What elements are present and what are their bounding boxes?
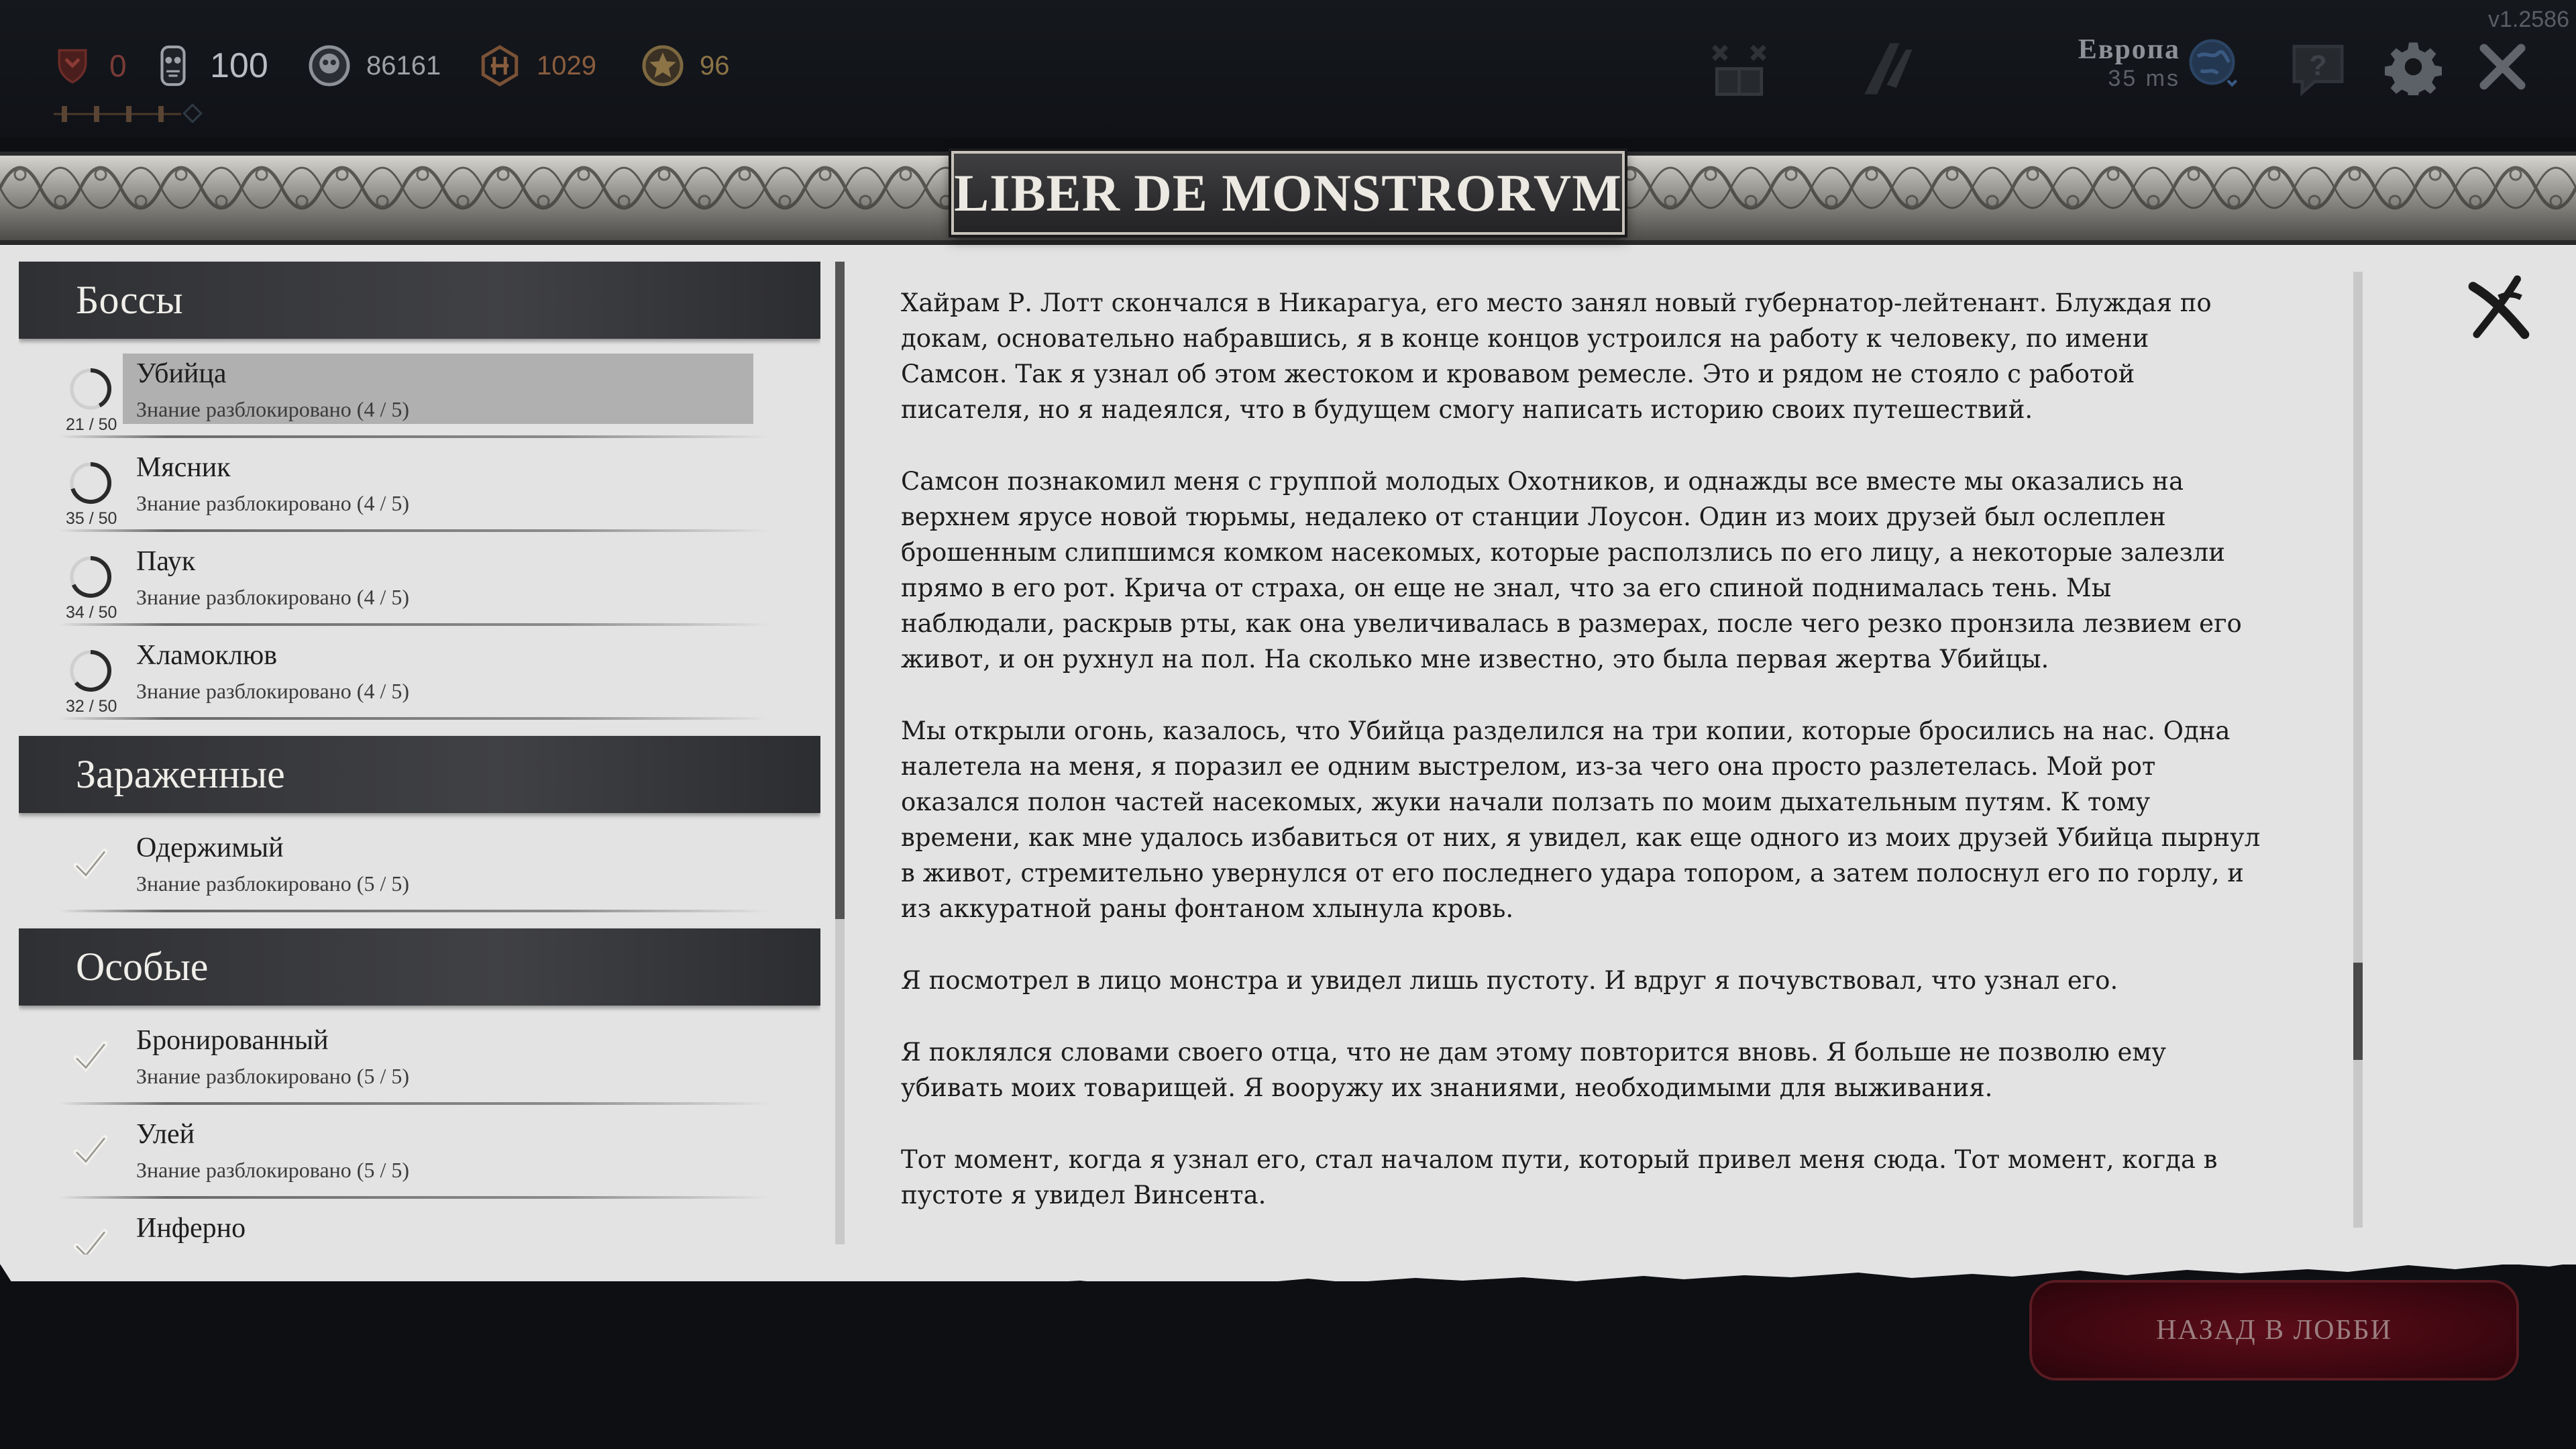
rank-stat[interactable] bbox=[641, 39, 730, 93]
rank-pips-icon bbox=[54, 101, 215, 127]
rank-value: 96 bbox=[700, 50, 730, 80]
torn-paper-edge bbox=[0, 1254, 2576, 1281]
divider bbox=[59, 1196, 770, 1199]
checkmark-icon bbox=[67, 1126, 114, 1173]
globe-icon bbox=[2184, 34, 2241, 91]
progress-ring-icon bbox=[67, 366, 114, 413]
category-label: Особые bbox=[76, 945, 209, 989]
event-button[interactable] bbox=[1855, 37, 1919, 101]
lore-status: Знание разблокировано (4 / 5) bbox=[136, 491, 409, 515]
back-to-lobby-button[interactable] bbox=[2029, 1280, 2519, 1381]
lore-scrollbar-thumb[interactable] bbox=[2353, 963, 2363, 1060]
crafting-button[interactable] bbox=[1707, 37, 1771, 101]
upgrade-points-stat[interactable] bbox=[478, 39, 596, 93]
lore-paragraph: Я поклялся словами своего отца, что не дам этому повторится вновь. Я больше не позволю ему убивать моих товарищей. Я вооружу их знаниями, необходимыми для выживания. bbox=[901, 1038, 2166, 1102]
close-icon bbox=[2474, 38, 2531, 95]
monster-name: Мясник bbox=[136, 452, 231, 483]
lore-status: Знание разблокировано (5 / 5) bbox=[136, 1064, 409, 1088]
upgrade-points-icon bbox=[478, 44, 522, 88]
category-bosses[interactable] bbox=[19, 262, 820, 339]
divider bbox=[59, 1102, 770, 1105]
book-title-plate bbox=[951, 151, 1625, 235]
gear-icon bbox=[2385, 38, 2442, 95]
divider bbox=[59, 910, 770, 912]
exit-button[interactable] bbox=[2474, 38, 2531, 95]
lore-paragraph: Мы открыли огонь, казалось, что Убийца разделился на три копии, которые бросились на нас. Одна налетела на меня, я поразил ее одним выстрелом, из-за чего она просто разлетелась. Мой рот оказался полон частей насекомых, жуки начали ползать по моим дыхательным путям. К тому времени, как мне удалось избавиться от них, я увидел, как еще одного из моих друзей Убийца пырнул в живот, стремительно увернулся от его последнего удара топором, а затем полоснул его по горлу, и из аккуратной раны фонтаном хлынула кровь. bbox=[901, 716, 2261, 923]
list-item[interactable] bbox=[19, 447, 820, 541]
list-scrollbar[interactable] bbox=[835, 262, 845, 1244]
book-title: LIBER DE MONSTRORVM bbox=[954, 163, 1622, 222]
list-item[interactable] bbox=[19, 541, 820, 635]
divider bbox=[59, 717, 770, 720]
event-logo-icon bbox=[1855, 37, 1919, 101]
region-ping: 35 ms bbox=[2108, 66, 2180, 91]
monster-name: Убийца bbox=[136, 358, 227, 389]
star-badge-icon bbox=[641, 44, 685, 88]
monster-list bbox=[19, 255, 820, 1261]
list-item[interactable] bbox=[19, 635, 820, 729]
divider bbox=[59, 529, 770, 532]
top-hud bbox=[0, 0, 2576, 138]
kill-count: 21 / 50 bbox=[66, 415, 117, 434]
lore-status: Знание разблокировано (5 / 5) bbox=[136, 1158, 409, 1182]
lore-paragraph: Самсон познакомил меня с группой молодых Охотников, и однажды все вместе мы оказались на верхнем ярусе новой тюрьмы, недалеко от станции Лоусон. Один из моих друзей был ослеплен брошенным слипшимся комком насекомых, которые расползлись по его лицу, а некоторые залезли прямо в его рот. Крича от страха, он еще не знал, что за его спиной поднималась тень. Мы наблюдали, раскрыв рты, как она увеличивалась в размерах, после чего резко пронзила лезвием его живот, и он рухнул на пол. На сколько мне известно, это была первая жертва Убийцы. bbox=[901, 467, 2242, 674]
upgrade-points-value: 1029 bbox=[537, 50, 596, 80]
monster-name: Улей bbox=[136, 1119, 195, 1150]
svg-text:?: ? bbox=[2309, 50, 2327, 82]
tokens-stat[interactable] bbox=[50, 39, 127, 93]
list-item[interactable] bbox=[19, 354, 820, 447]
game-version: v1.2586 bbox=[2488, 7, 2569, 32]
divider bbox=[59, 435, 770, 438]
shield-token-icon bbox=[50, 44, 95, 88]
crossed-mark-icon[interactable] bbox=[2462, 272, 2536, 345]
checkmark-icon bbox=[67, 840, 114, 887]
back-to-lobby-label: НАЗАД В ЛОББИ bbox=[2155, 1315, 2393, 1346]
lore-paragraph: Тот момент, когда я узнал его, стал началом пути, который привел меня сюда. Тот момент, когда в пустоте я увидел Винсента. bbox=[901, 1145, 2218, 1210]
monster-name: Одержимый bbox=[136, 833, 284, 863]
lore-paragraph: Я посмотрел в лицо монстра и увидел лишь пустоту. И вдруг я почувствовал, что узнал его. bbox=[901, 966, 2118, 995]
monster-name: Паук bbox=[136, 546, 196, 577]
monster-name: Хламоклюв bbox=[136, 640, 278, 671]
list-item[interactable] bbox=[19, 828, 820, 922]
category-special[interactable] bbox=[19, 928, 820, 1006]
progress-ring-icon bbox=[67, 553, 114, 600]
monster-book-panel bbox=[0, 138, 2576, 1275]
lore-status: Знание разблокировано (4 / 5) bbox=[136, 397, 409, 421]
kill-count: 35 / 50 bbox=[66, 509, 117, 528]
blood-bonds-value: 86161 bbox=[366, 50, 441, 80]
blood-bonds-stat[interactable] bbox=[307, 39, 441, 93]
category-infected[interactable] bbox=[19, 736, 820, 813]
region-globe-button[interactable] bbox=[2184, 34, 2241, 91]
bounty-stat[interactable] bbox=[151, 39, 268, 93]
lore-paragraph: Хайрам Р. Лотт скончался в Никарагуа, его место занял новый губернатор-лейтенант. Блуждая по докам, основательно набравшись, я в конце концов устроился на работу к человеку, по имени Самсон. Так я узнал об этом жестоком и кровавом ремесле. Это и рядом не стояло с работой писателя, но я надеялся, что в будущем смогу написать историю своих путешествий. bbox=[901, 288, 2212, 424]
kill-count: 32 / 50 bbox=[66, 697, 117, 716]
monster-name: Инферно bbox=[136, 1213, 246, 1244]
monster-name: Бронированный bbox=[136, 1025, 329, 1056]
list-item[interactable] bbox=[19, 1020, 820, 1114]
lore-scrollbar[interactable] bbox=[2353, 272, 2363, 1228]
region-name: Европа bbox=[2078, 34, 2180, 65]
checkmark-icon bbox=[67, 1032, 114, 1079]
progress-ring-icon bbox=[67, 647, 114, 694]
category-label: Зараженные bbox=[76, 752, 285, 796]
category-label: Боссы bbox=[76, 278, 183, 322]
skull-coin-icon bbox=[307, 44, 352, 88]
list-scrollbar-thumb[interactable] bbox=[835, 262, 845, 919]
progress-ring-icon bbox=[67, 460, 114, 506]
lore-status: Знание разблокировано (5 / 5) bbox=[136, 871, 409, 896]
list-item[interactable] bbox=[19, 1114, 820, 1208]
lore-status: Знание разблокировано (4 / 5) bbox=[136, 585, 409, 609]
help-button[interactable] bbox=[2286, 37, 2350, 101]
bounty-value: 100 bbox=[210, 46, 268, 85]
help-icon bbox=[2286, 37, 2350, 101]
lore-status: Знание разблокировано (4 / 5) bbox=[136, 679, 409, 703]
divider bbox=[59, 623, 770, 626]
region-selector[interactable] bbox=[2059, 34, 2180, 92]
settings-button[interactable] bbox=[2385, 38, 2442, 95]
crafting-icon bbox=[1707, 37, 1771, 101]
kill-count: 34 / 50 bbox=[66, 603, 117, 622]
list-item[interactable] bbox=[19, 1208, 820, 1261]
tokens-value: 0 bbox=[109, 48, 127, 83]
skull-tag-icon bbox=[151, 44, 195, 88]
lore-text bbox=[901, 285, 2263, 1251]
